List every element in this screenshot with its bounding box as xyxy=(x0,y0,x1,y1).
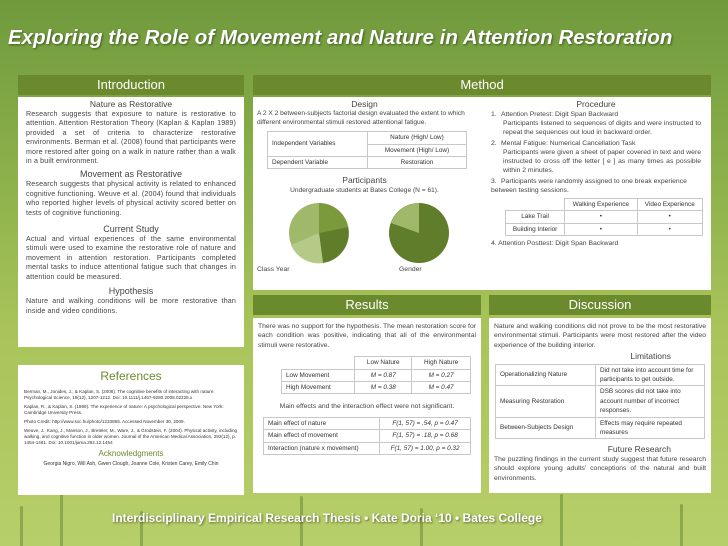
poster-footer: Interdisciplinary Empirical Research Thesis • Kate Doria ‘10 • Bates College xyxy=(112,511,542,525)
lake-trail-label: Lake Trail xyxy=(506,211,565,223)
results-panel xyxy=(253,318,481,493)
results-text: There was no support for the hypothesis. The mean restoration score for each condition was positive, indicating that all of the environmental stimuli were restorative. xyxy=(258,323,476,349)
reference-item: Kaplan, R., & Kaplan, S. (1989). The experience of nature: A psychological perspective. New York: Cambridge University Press. xyxy=(24,404,224,415)
procedure-heading: Procedure xyxy=(576,99,616,109)
design-section xyxy=(257,97,472,196)
results-header: Results xyxy=(253,295,481,315)
introduction-panel xyxy=(18,97,244,347)
effects-table: Main effect of nature F(1, 57) = .54, p = 0.47 Main effect of movement F(1, 57) = .18, p = 0.68 Interaction (nature x movement) F(1, 57) = 1.00, p = 0.32 xyxy=(263,417,471,455)
hypothesis-heading: Hypothesis xyxy=(108,286,154,297)
procedure-step-4: 4. Attention Posttest: Digit Span Backward xyxy=(491,240,619,248)
method-header: Method xyxy=(253,75,711,95)
discussion-header: Discussion xyxy=(489,295,711,315)
limitation-detail: Did not take into account time for participants to get outside. xyxy=(596,364,705,386)
procedure-section xyxy=(483,97,709,248)
building-interior-label: Building Interior xyxy=(506,223,565,235)
experience-table: Walking Experience Video Experience Lake Trail • • Building Interior • • xyxy=(505,198,703,236)
limitation-detail: Effects may require repeated measures xyxy=(596,417,705,439)
nature-heading: Nature as Restorative xyxy=(89,99,173,109)
limitation-label: Measuring Restoration xyxy=(496,386,596,417)
reference-item: Weuve, J., Kang, J., Manson, J., Breteler, M., Ware, J., & Grodstein, F. (2004). Physical activity, including walking, and cognitive function in older women. Journal of the American Medical Association, 292(12), p. 1454-1461. Doi: 10.1001/jama.292.12.1454 xyxy=(24,428,238,445)
iv-value-nature: Nature (High/ Low) xyxy=(368,132,467,144)
dv-value: Restoration xyxy=(368,157,467,169)
procedure-step: 1. Attention Pretest: Digit Span Backward Participants listened to sequences of digits and were instructed to repeat the sequences out loud in backward order. xyxy=(491,111,701,136)
limitation-label: Between-Subjects Design xyxy=(496,417,596,439)
method-panel xyxy=(253,97,711,290)
movement-text: Research suggests that physical activity is related to enhanced cognitive functioning. Weuve et al. (2004) found that individuals who reported higher levels of physical activity scored better on tests of cognitive functioning. xyxy=(26,180,236,217)
effect-label: Main effect of nature xyxy=(264,417,380,429)
procedure-step: 3. Participants were randomly assigned to one break experience between testing sessions. xyxy=(491,178,687,194)
gender-pie-chart xyxy=(387,201,451,265)
effects-note: Main effects and the interaction effect were not significant. xyxy=(279,403,455,411)
participants-heading: Participants xyxy=(342,175,387,186)
movement-heading: Movement as Restorative xyxy=(79,169,183,180)
nature-text: Research suggests that exposure to nature is restorative to attention. Attention Restoration Theory (Kaplan & Kaplan 1989) provided a set of criteria to characterize restorative environments. Berman et al. (2008) found that participants were more restored after going on a walk in nature rather than a walk in a built environment. xyxy=(26,110,236,166)
means-table: Low Nature High Nature Low Movement M = 0.87 M = 0.27 High Movement M = 0.38 M = 0.47 xyxy=(281,356,471,394)
future-research-text: The puzzling findings in the current study suggest that future research should explore young adults’ conceptions of the natural and built environments. xyxy=(494,455,706,482)
low-nature-header: Low Nature xyxy=(355,357,412,369)
procedure-list xyxy=(483,110,709,195)
study-text: Actual and virtual experiences of the same environmental stimuli were used to examine the restorative role of nature and movement in attention restoration. Participants completed mental tasks to induce attentional fatigue such that changes in attention could be measured. xyxy=(26,235,236,281)
effect-label: Interaction (nature x movement) xyxy=(264,442,380,454)
effect-label: Main effect of movement xyxy=(264,430,380,442)
high-nature-header: High Nature xyxy=(412,357,471,369)
limitations-heading: Limitations xyxy=(630,351,671,362)
gender-label: Gender xyxy=(399,266,422,273)
discussion-panel xyxy=(489,318,711,493)
iv-value-movement: Movement (High/ Low) xyxy=(368,144,467,156)
design-heading: Design xyxy=(351,99,378,109)
iv-label: Independent Variables xyxy=(268,132,368,157)
study-heading: Current Study xyxy=(103,224,159,235)
reference-list xyxy=(18,389,244,446)
future-research-heading: Future Research xyxy=(607,444,671,455)
limitations-table xyxy=(495,364,705,440)
hypothesis-text: Nature and walking conditions will be more restorative than inside and video conditions. xyxy=(26,297,236,315)
design-text: A 2 X 2 between-subjects factorial design evaluated the extent to which different environmental stimuli restored attentional fatigue. xyxy=(257,110,465,126)
class-year-label: Class Year xyxy=(257,266,290,273)
participants-text: Undergraduate students at Bates College (N = 61). xyxy=(290,187,439,195)
acknowledgments-heading: Acknowledgments xyxy=(98,449,164,458)
design-table xyxy=(267,131,467,169)
limitation-label: Operationalizing Nature xyxy=(496,364,596,386)
procedure-step: 2. Mental Fatigue: Numerical Cancellation Task Participants were given a sheet of paper covered in text and were instructed to cross off the letter [ e ] as many times as possible within 2 minutes. xyxy=(491,140,701,174)
high-movement-label: High Movement xyxy=(282,382,355,394)
references-header: References xyxy=(100,369,162,383)
reference-item: Photo Credit: http://www.sxc.hu/photo/1233865. Accessed November 30, 2009. xyxy=(24,419,185,424)
poster-title: Exploring the Role of Movement and Nature in Attention Restoration xyxy=(8,26,673,49)
acknowledgments-text: Georgia Nigro, Will Ash, Gwen Clough, Joanne Cole, Kristen Carey, Emily Chin xyxy=(43,461,219,468)
dv-label: Dependent Variable xyxy=(268,157,368,169)
limitation-detail: DSB scores did not take into account number of incorrect responses. xyxy=(596,386,705,417)
reference-item: Berman, M., Jonides, J., & Kaplan, S. (2008). The cognitive benefits of interacting with nature. Psychological Science, 19(12), 1207-1212. Doi: 10.1111/j.1467-9280.2008.02225.x xyxy=(24,389,215,400)
walking-experience-header: Walking Experience xyxy=(565,199,637,211)
class-year-pie-chart xyxy=(269,201,369,265)
low-movement-label: Low Movement xyxy=(282,369,355,381)
video-experience-header: Video Experience xyxy=(637,199,702,211)
references-panel xyxy=(18,365,244,495)
discussion-text: Nature and walking conditions did not prove to be the most restorative environmental stimuli. Participants were most restored after the video experience of the building interior. xyxy=(494,323,706,349)
introduction-header: Introduction xyxy=(18,75,244,95)
